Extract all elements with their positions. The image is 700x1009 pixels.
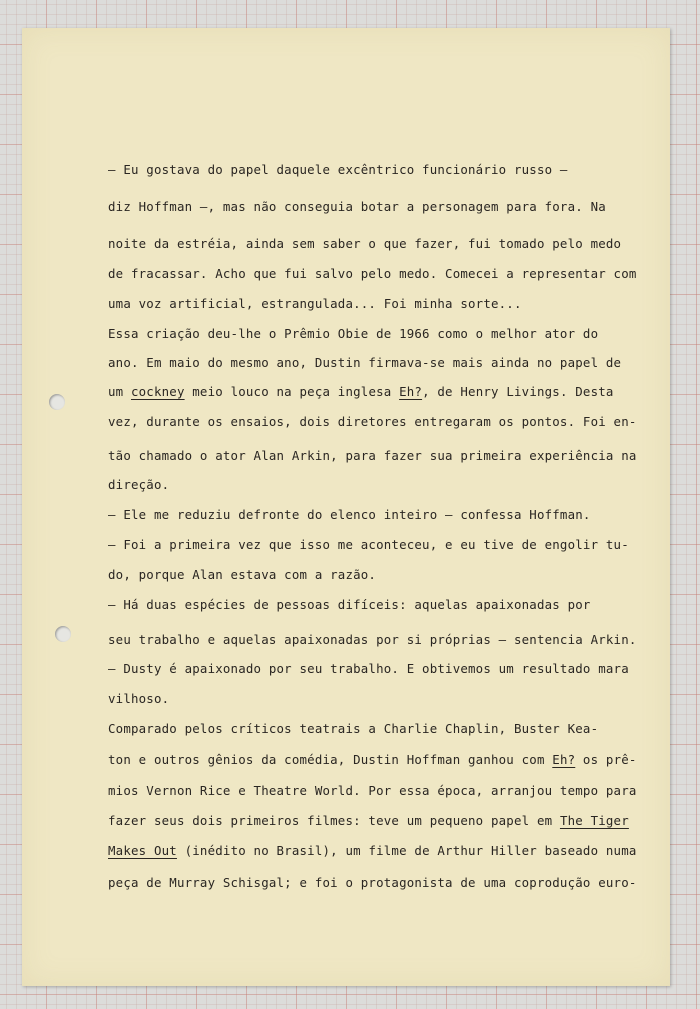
text-line [108,721,598,736]
text-line [108,597,591,612]
text-line [108,752,637,767]
text-line [108,326,598,341]
text-line [108,875,637,890]
text-run: noite da estréia, ainda sem saber o que fazer, fui tomado pelo medo [108,236,622,251]
underlined-title: Eh? [552,752,576,767]
text-run: , de Henry Livings. Desta [422,384,614,399]
text-run: direção. [108,477,170,492]
text-line [108,162,568,177]
text-run: — Eu gostava do papel daquele excêntrico funcionário russo — [108,162,568,177]
underlined-title: Eh? [399,384,423,399]
text-run: mios Vernon Rice e Theatre World. Por essa época, arranjou tempo para [108,783,637,798]
text-line [108,266,637,281]
text-line [108,567,376,582]
text-line [108,236,621,251]
text-run: um [108,384,131,399]
text-run: Comparado pelos críticos teatrais a Charlie Chaplin, Buster Kea- [108,721,599,736]
text-line [108,632,637,647]
text-run: de fracassar. Acho que fui salvo pelo medo. Comecei a representar com [108,266,637,281]
text-run: uma voz artificial, estrangulada... Foi minha sorte... [108,296,522,311]
text-run: vilhoso. [108,691,170,706]
text-line [108,384,614,399]
typewritten-page [22,28,670,986]
text-run: ton e outros gênios da comédia, Dustin Hoffman ganhou com [108,752,553,767]
text-run: — Há duas espécies de pessoas difíceis: aquelas apaixonadas por [108,597,591,612]
text-line [108,477,169,492]
text-run: vez, durante os ensaios, dois diretores entregaram os pontos. Foi en- [108,414,637,429]
text-line [108,355,621,370]
text-run: diz Hoffman —, mas não conseguia botar a personagem para fora. Na [108,199,606,214]
text-run: do, porque Alan estava com a razão. [108,567,377,582]
text-line [108,537,629,552]
text-run: seu trabalho e aquelas apaixonadas por si próprias — sentencia Arkin. [108,632,637,647]
text-run: peça de Murray Schisgal; e foi o protagonista de uma coprodução euro- [108,875,637,890]
text-line [108,843,637,858]
text-line [108,783,637,798]
text-run: — Foi a primeira vez que isso me aconteceu, e eu tive de engolir tu- [108,537,629,552]
text-line [108,813,629,828]
text-run: (inédito no Brasil), um filme de Arthur Hiller baseado numa [176,843,637,858]
text-line [108,448,637,463]
text-line [108,296,522,311]
text-line [108,507,591,522]
punch-hole-top [49,394,65,410]
text-run: os prê- [575,752,637,767]
underlined-title: cockney [130,384,185,399]
text-line [108,199,606,214]
text-run: fazer seus dois primeiros filmes: teve um pequeno papel em [108,813,560,828]
text-run: meio louco na peça inglesa [184,384,400,399]
text-run: Essa criação deu-lhe o Prêmio Obie de 1966 como o melhor ator do [108,326,599,341]
punch-hole-bottom [55,626,71,642]
underlined-title: The Tiger [559,813,629,828]
text-line [108,691,169,706]
text-line [108,414,637,429]
text-line [108,661,629,676]
text-run: tão chamado o ator Alan Arkin, para fazer sua primeira experiência na [108,448,637,463]
text-run: — Ele me reduziu defronte do elenco inteiro — confessa Hoffman. [108,507,591,522]
text-run: ano. Em maio do mesmo ano, Dustin firmava-se mais ainda no papel de [108,355,622,370]
text-run: — Dusty é apaixonado por seu trabalho. E obtivemos um resultado mara [108,661,629,676]
underlined-title: Makes Out [108,843,177,858]
